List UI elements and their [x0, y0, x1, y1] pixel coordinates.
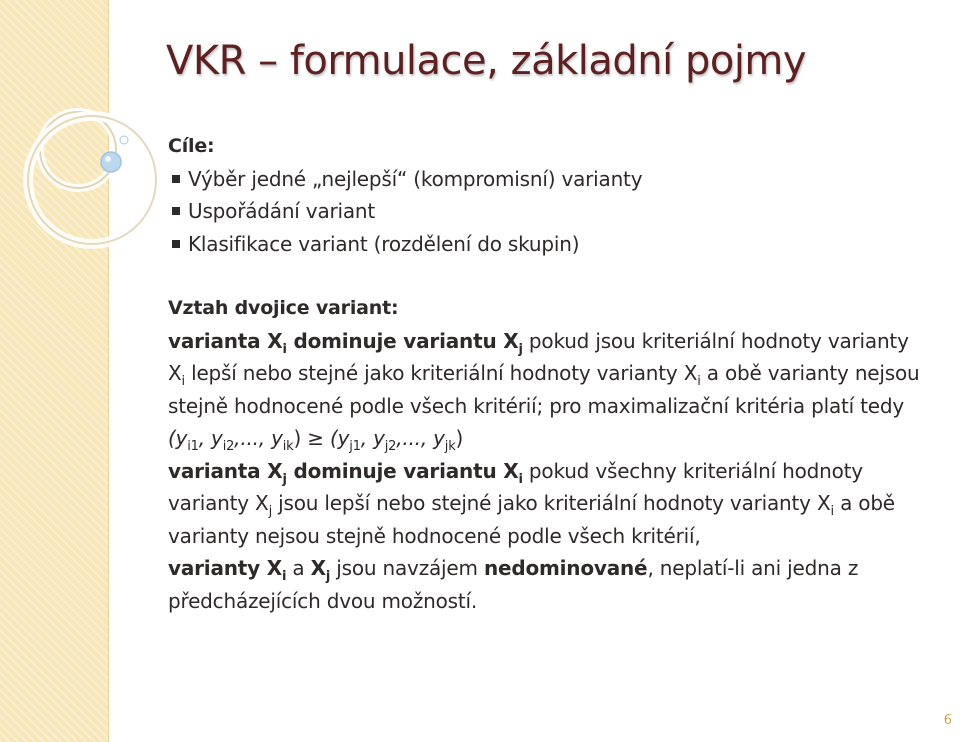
- goal-item: Uspořádání variant: [168, 195, 928, 228]
- bullet-square-icon: [172, 175, 180, 183]
- bullet-square-icon: [172, 207, 180, 215]
- bullet-square-icon: [172, 240, 180, 248]
- page-number: 6: [943, 713, 952, 728]
- slide-content: [168, 130, 928, 617]
- goal-item: Klasifikace variant (rozdělení do skupin): [168, 228, 928, 261]
- slide-title: VKR – formulace, základní pojmy: [166, 38, 807, 84]
- nondominance-paragraph: varianty $X_i$ a $X_j$ jsou navzájem nedominované, neplatí-li ani jedna z předcházejících dvou možností.: [168, 556, 859, 613]
- relation-heading: Vztah dvojice variant:: [168, 297, 399, 319]
- goal-item: Výběr jedné „nejlepší“ (kompromisní) varianty: [168, 163, 928, 196]
- goals-heading: Cíle:: [168, 135, 215, 157]
- dominance-paragraph-2: varianta $X_j$ dominuje variantu $X_i$ pokud všechny kriteriální hodnoty varianty $X_j$ jsou lepší nebo stejné jako kriteriální hodnoty varianty $X_i$ a obě varianty nejsou stejně hodnocené podle všech kritérií,: [168, 458, 895, 548]
- dominance-paragraph-1: varianta $X_i$ dominuje variantu $X_j$ pokud jsou kriteriální hodnoty varianty $X_i$ lepší nebo stejné jako kriteriální hodnoty varianty $X_i$ a obě varianty nejsou stejně hodnocené podle všech kritérií; pro maximalizační kritéria platí tedy ($y_{i1}$, $y_{i2}$,..., $y_{ik}) \ge (y_{j1}$, $y_{j2}$,..., $y_{jk}$): [168, 328, 920, 454]
